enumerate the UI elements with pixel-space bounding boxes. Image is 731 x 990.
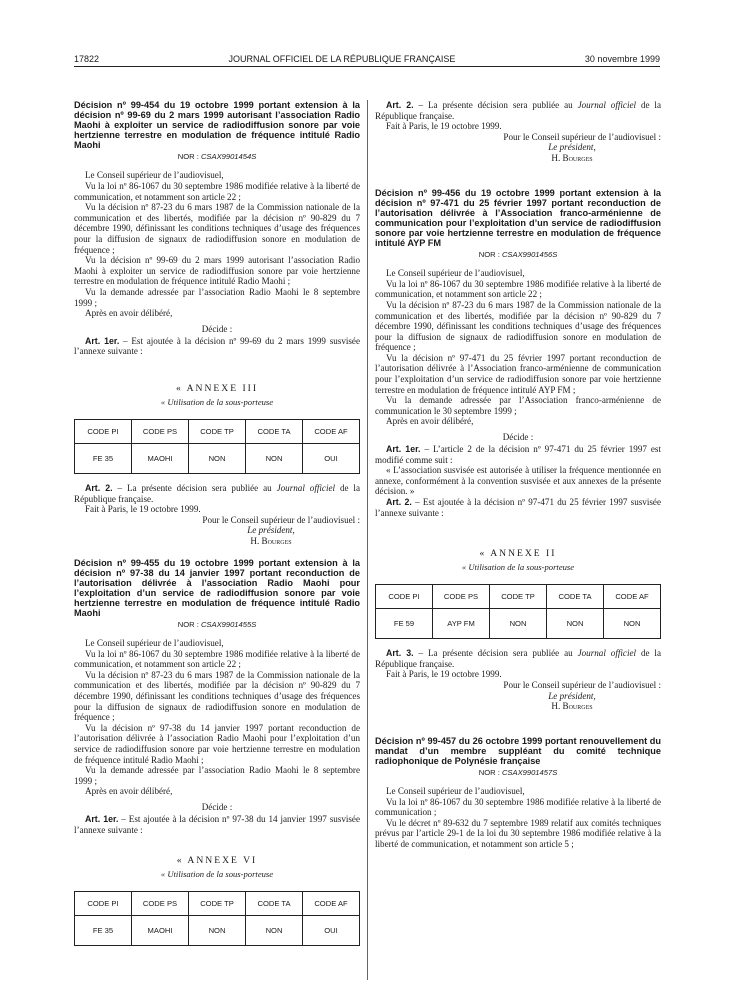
- visa: Vu la demande adressée par l’Association franco-arménienne de communication le 30 septembre 1999 ;: [375, 395, 661, 416]
- decision-title: Décision nº 99-455 du 19 octobre 1999 portant extension à la décision nº 97-38 du 14 janvier 1997 portant reconduction de l’autorisation délivrée à l’association Radio Maohi pour l’exploitation d’un service de radiodiffusion sonore par voie hertzienne terrestre en modulation de fréquence intitulé Radio Maohi: [74, 557, 360, 618]
- preamble: Le Conseil supérieur de l’audiovisuel,: [386, 268, 525, 279]
- signature-block: Pour le Conseil supérieur de l’audiovisuel : Le président, H. Bourges: [503, 679, 661, 712]
- deliberation: Après en avoir délibéré,: [386, 416, 474, 427]
- table-header: CODE AF: [303, 892, 360, 916]
- table-header: CODE TP: [189, 419, 246, 443]
- nor-reference: NOR : CSAX9901455S: [177, 620, 257, 630]
- table-cell: NON: [189, 443, 246, 473]
- article-2: Art. 2. – La présente décision sera publiée au Journal officiel de la République française.: [74, 482, 360, 504]
- article-2: Art. 2. – Est ajoutée à la décision nº 97-471 du 25 février 1997 susvisée l’annexe suivante :: [375, 497, 661, 518]
- decision-457: [375, 736, 661, 850]
- table-header: CODE PS: [132, 419, 189, 443]
- nor-reference: NOR : CSAX9901454S: [177, 152, 257, 162]
- table-header: CODE TP: [189, 892, 246, 916]
- visa: Vu la loi nº 86-1067 du 30 septembre 1986 modifiée relative à la liberté de communication, et notamment son article 22 ;: [74, 181, 360, 202]
- decide-heading: Décide :: [502, 432, 534, 443]
- decision-title: Décision nº 99-457 du 26 octobre 1999 portant renouvellement du mandat d’un membre suppléant du comité technique radiophonique de Polynésie française: [375, 735, 661, 766]
- visa: Vu la loi nº 86-1067 du 30 septembre 1986 modifiée relative à la liberté de communication, et notamment son article 22 ;: [74, 648, 360, 670]
- table-header: CODE PS: [433, 585, 490, 609]
- annex-heading: « ANNEXE II: [479, 548, 557, 560]
- preamble: Le Conseil supérieur de l’audiovisuel,: [85, 170, 224, 181]
- table-header: CODE AF: [604, 585, 661, 609]
- visa: Vu la décision nº 87-23 du 6 mars 1987 de la Commission nationale de la communication et des libertés, modifiée par la décision nº 90-829 du 7 décembre 1990, définissant les conditions techniques d’usage des fréquences pour la diffusion de signaux de radiodiffusion sonore en modulation de fréquence ;: [375, 299, 661, 353]
- table-cell: FE 35: [75, 443, 132, 473]
- decision-title: Décision nº 99-456 du 19 octobre 1999 portant extension à la décision nº 97-471 du 25 février 1997 portant reconduction de l’autorisation délivrée à l’Association franco-arménienne de communication pour l’exploitation d’un service de radiodiffusion sonore par voie hertzienne terrestre en modulation de fréquence intitulé AYP FM: [375, 187, 661, 249]
- article-1: Art. 1er. – L’article 2 de la décision nº 97-471 du 25 février 1997 est modifié comme suit :: [375, 444, 661, 465]
- article-2: Art. 2. – La présente décision sera publiée au Journal officiel de la République française.: [375, 100, 661, 121]
- visa: Vu le décret nº 89-632 du 7 septembre 1989 relatif aux comités techniques prévus par l’article 29-1 de la loi du 30 septembre 1986 modifiée relative à la liberté de communication, et notamment son article 5 ;: [375, 817, 661, 849]
- page-header: [74, 54, 660, 64]
- header-rule: [74, 66, 660, 67]
- signature-place-date: Fait à Paris, le 19 octobre 1999.: [386, 669, 502, 680]
- table-cell: OUI: [303, 443, 360, 473]
- column-separator: [367, 100, 368, 980]
- decision-455: [74, 558, 360, 947]
- annex-subtitle: « Utilisation de la sous-porteuse: [461, 562, 575, 573]
- signature-block: Pour le Conseil supérieur de l’audiovisuel : Le président, H. Bourges: [503, 131, 661, 163]
- visa: Vu la demande adressée par l’association Radio Maohi le 8 septembre 1999 ;: [74, 765, 360, 786]
- table-header: CODE PI: [376, 585, 433, 609]
- page-number: 17822: [74, 54, 100, 64]
- table-header: CODE PI: [75, 419, 132, 443]
- annex-table: [74, 419, 360, 474]
- table-header: CODE TA: [547, 585, 604, 609]
- journal-title: JOURNAL OFFICIEL DE LA RÉPUBLIQUE FRANÇAISE: [228, 54, 456, 64]
- decision-454: [74, 100, 360, 547]
- annex-subtitle: « Utilisation de la sous-porteuse: [160, 869, 274, 880]
- table-cell: NON: [490, 609, 547, 639]
- publication-date: 30 novembre 1999: [584, 54, 660, 64]
- annex-heading: « ANNEXE VI: [176, 855, 258, 867]
- visa: Vu la décision nº 87-23 du 6 mars 1987 de la Commission nationale de la communication et des libertés, modifiée par la décision nº 90-829 du 7 décembre 1990, définissant les conditions techniques d’usage des fréquences pour la diffusion de signaux de radiodiffusion sonore en modulation de fréquence ;: [74, 202, 360, 255]
- signature-place-date: Fait à Paris, le 19 octobre 1999.: [85, 504, 201, 515]
- table-header: CODE AF: [303, 419, 360, 443]
- decide-heading: Décide :: [201, 802, 233, 812]
- table-cell: NON: [246, 916, 303, 946]
- table-cell: OUI: [303, 916, 360, 946]
- table-cell: NON: [547, 609, 604, 639]
- deliberation: Après en avoir délibéré,: [85, 786, 173, 797]
- table-cell: AYP FM: [433, 609, 490, 639]
- nor-reference: NOR : CSAX9901457S: [478, 768, 558, 778]
- preamble: Le Conseil supérieur de l’audiovisuel,: [85, 638, 224, 649]
- table-cell: NON: [246, 443, 303, 473]
- decision-456: [375, 188, 661, 712]
- annex-subtitle: « Utilisation de la sous-porteuse: [160, 396, 274, 407]
- table-header: CODE PI: [75, 892, 132, 916]
- signature-block: Pour le Conseil supérieur de l’audiovisuel : Le président, H. Bourges: [202, 514, 360, 546]
- decision-455-continued: [375, 100, 661, 164]
- annex-table: [74, 891, 360, 946]
- table-cell: MAOHI: [132, 443, 189, 473]
- table-header: CODE TA: [246, 419, 303, 443]
- table-cell: NON: [604, 609, 661, 639]
- right-column: [375, 100, 661, 850]
- preamble: Le Conseil supérieur de l’audiovisuel,: [386, 786, 525, 797]
- article-1: Art. 1er. – Est ajoutée à la décision nº 97-38 du 14 janvier 1997 susvisée l’annexe suivante :: [74, 814, 360, 835]
- table-cell: NON: [189, 916, 246, 946]
- visa: Vu la loi nº 86-1067 du 30 septembre 1986 modifiée relative à la liberté de communication ;: [375, 796, 661, 818]
- table-cell: FE 59: [376, 609, 433, 639]
- article-3: Art. 3. – La présente décision sera publiée au Journal officiel de la République française.: [375, 648, 661, 669]
- table-header: CODE TP: [490, 585, 547, 609]
- decide-heading: Décide :: [201, 323, 233, 334]
- table-header: CODE PS: [132, 892, 189, 916]
- article-1: Art. 1er. – Est ajoutée à la décision nº 99-69 du 2 mars 1999 susvisée l’annexe suivante :: [74, 335, 361, 357]
- article-1-quote: « L’association susvisée est autorisée à utiliser la fréquence mentionnée en annexe, conformément à la convention susvisée et aux annexes de la présente décision. »: [375, 465, 661, 497]
- visa: Vu la loi nº 86-1067 du 30 septembre 1986 modifiée relative à la liberté de communication, et notamment son article 22 ;: [375, 278, 661, 300]
- visa: Vu la décision nº 99-69 du 2 mars 1999 autorisant l’association Radio Maohi à exploiter un service de radiodiffusion sonore par voie hertzienne terrestre en modulation de fréquence intitulé Radio Maohi ;: [74, 255, 360, 287]
- table-cell: FE 35: [75, 916, 132, 946]
- table-header: CODE TA: [246, 892, 303, 916]
- visa: Vu la décision nº 87-23 du 6 mars 1987 de la Commission nationale de la communication et des libertés, modifiée par la décision nº 90-829 du 7 décembre 1990, définissant les conditions techniques d’usage des fréquences pour la diffusion de signaux de radiodiffusion sonore en modulation de fréquence ;: [74, 669, 360, 723]
- visa: Vu la demande adressée par l’association Radio Maohi le 8 septembre 1999 ;: [74, 287, 360, 308]
- nor-reference: NOR : CSAX9901456S: [478, 250, 558, 260]
- left-column: [74, 100, 360, 946]
- signature-place-date: Fait à Paris, le 19 octobre 1999.: [386, 121, 502, 132]
- annex-table: [375, 584, 661, 639]
- visa: Vu la décision nº 97-471 du 25 février 1997 portant reconduction de l’autorisation délivrée à l’Association franco-arménienne de communication pour l’exploitation d’un service de radiodiffusion sonore par voie hertzienne terrestre en modulation de fréquence intitulé AYP FM ;: [375, 352, 661, 395]
- deliberation: Après en avoir délibéré,: [85, 308, 173, 319]
- visa: Vu la décision nº 97-38 du 14 janvier 1997 portant reconduction de l’autorisation délivrée à l’association Radio Maohi pour l’exploitation d’un service de radiodiffusion sonore par voie hertzienne terrestre en modulation de fréquence intitulé Radio Maohi ;: [74, 722, 360, 765]
- decision-title: Décision nº 99-454 du 19 octobre 1999 portant extension à la décision nº 99-69 du 2 mars 1999 autorisant l’association Radio Maohi à exploiter un service de radiodiffusion sonore par voie hertzienne terrestre en modulation de fréquence intitulé Radio Maohi: [74, 100, 360, 151]
- table-cell: MAOHI: [132, 916, 189, 946]
- annex-heading: « ANNEXE III: [175, 382, 259, 394]
